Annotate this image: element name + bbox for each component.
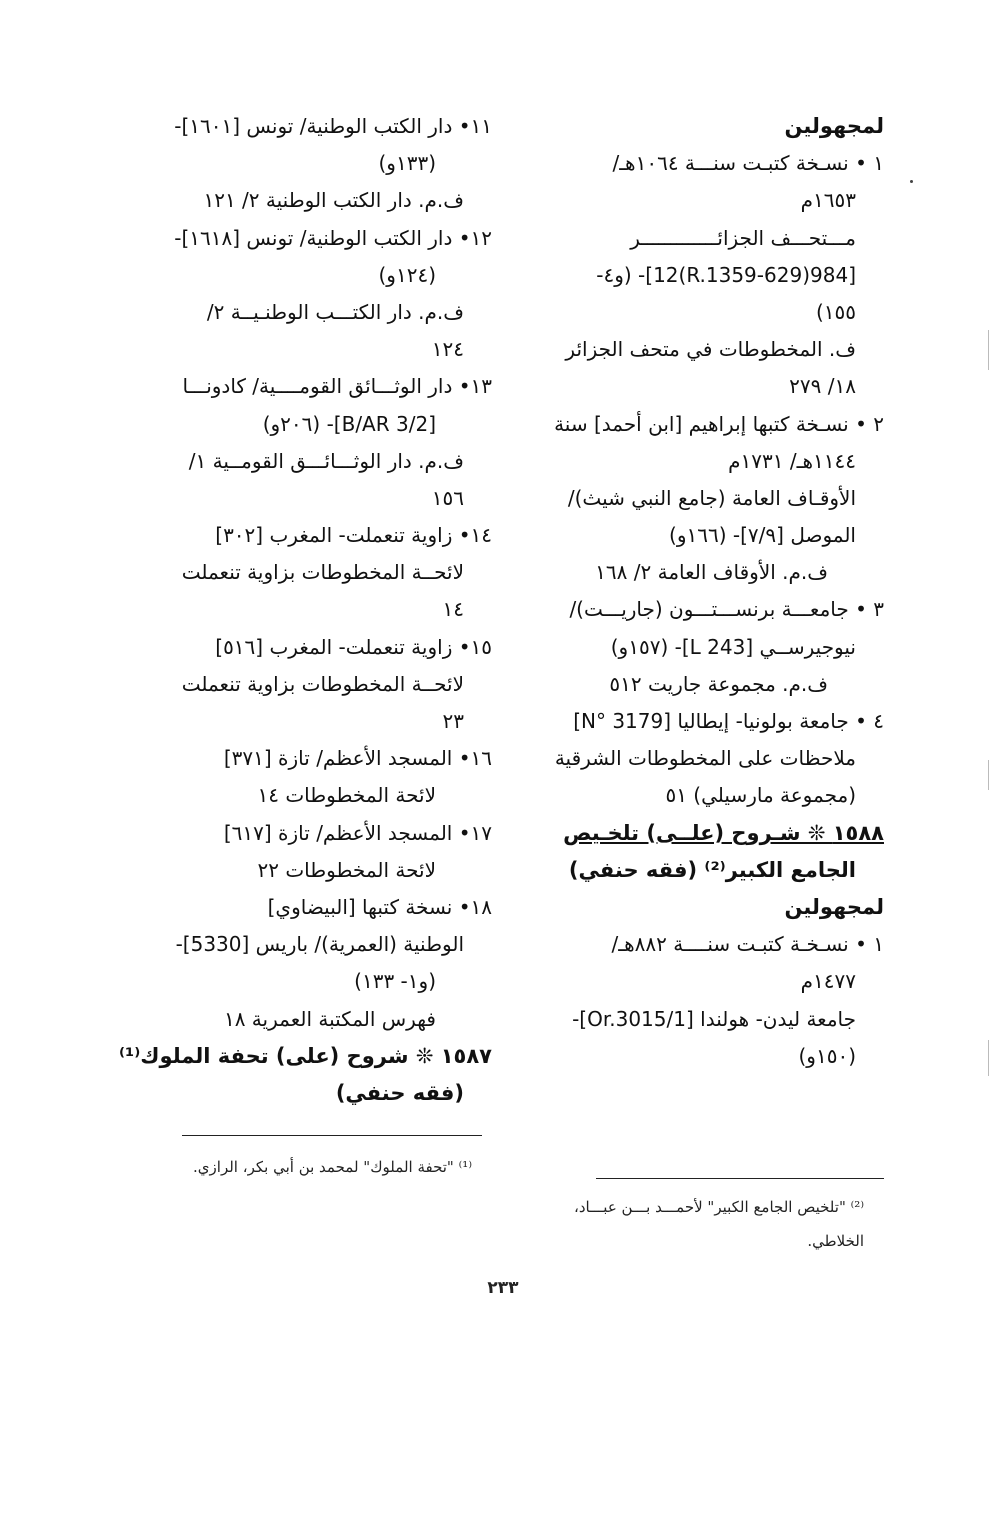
text-line: ١ • نسـخة كتبـت سنـــة ١٠٦٤هـ/ (612, 151, 884, 176)
text-line: ١١• دار الكتب الوطنية/ تونس [١٦٠١]- (174, 114, 492, 138)
text-line: ١٣• دار الوثـــائق القومــــية/ كادونـــا (182, 374, 492, 399)
text-line: ١٥٦ (431, 485, 464, 510)
text-line: [984(629-R.1359)12]- (و٤- (596, 262, 856, 287)
right-column (522, 108, 884, 1075)
footnote-line: الخلاطي. (807, 1232, 864, 1250)
text-line: ١١٤٤هـ/ ١٧٣١م (728, 448, 856, 473)
text-line: فهرس المكتبة العمرية ١٨ (223, 1006, 436, 1031)
text-line: الوطنية (العمرية)/ باريس [5330]- (175, 932, 464, 957)
text-line: ١٦• المسجد الأعظم/ تازة [٣٧١] (223, 746, 492, 771)
text-line: ف.م. مجموعة جاريت ٥١٢ (609, 671, 828, 696)
text-line: (١٣٣و) (378, 151, 436, 176)
left-column (118, 108, 492, 1112)
footnote-right (544, 1190, 864, 1258)
text-line: ملاحظات على المخطوطات الشرقية (554, 746, 856, 771)
text-line: ١ • نسـخـة كتبـت سنــــة ٨٨٢هـ/ (611, 932, 884, 957)
text-line: الأوقـاف العامة (جامع النبي شيث)/ (567, 485, 856, 510)
text-line: ١٥• زاوية تنعملت- المغرب [٥١٦] (215, 634, 492, 659)
text-line: ف.م. دار الكتب الوطنية ٢/ ١٢١ (203, 188, 464, 213)
section-heading: لمجهولين (784, 894, 884, 919)
text-line: لائحة المخطوطات ١٤ (257, 783, 436, 808)
scan-edge-mark (988, 330, 989, 370)
text-line: ١٤• زاوية تنعملت- المغرب [٣٠٢] (215, 523, 492, 548)
text-line: ٢ • نسـخة كتبها إبراهيم [ابن أحمد] سنة (554, 411, 884, 436)
section-heading: لمجهولين (784, 114, 884, 138)
text-line: (١٥٠و) (798, 1043, 856, 1068)
text-line: ١٦٥٣م (800, 188, 856, 213)
text-line: الموصل [٧/٩]- (١٦٦و) (669, 523, 856, 548)
section-heading: الجامع الكبير⁽²⁾ (فقه حنفي) (568, 857, 856, 882)
text-line: ١٨/ ٢٧٩ (789, 374, 856, 399)
text-line: لائحة المخطوطات ٢٢ (257, 857, 436, 882)
text-line: ١٨• نسخة كتبها [البيضاوي] (267, 894, 492, 919)
text-line: ف.م. دار الوثـــائـــق القومــية ١/ (188, 448, 464, 473)
footnote-left (142, 1150, 472, 1184)
section-heading: (فقه حنفي) (335, 1080, 464, 1105)
text-line: ٢٣ (442, 709, 464, 733)
scan-edge-mark (988, 760, 989, 790)
text-line: جامعة ليدن- هولندا [Or.3015/1]- (572, 1006, 856, 1031)
text-line: ١٤٧٧م (800, 969, 856, 994)
footnote-line: ⁽²⁾ "تلخيص الجامع الكبير" لأحمـــد بـــن عبـــاد، (574, 1198, 864, 1216)
text-line: (١٢٤و) (378, 262, 436, 287)
footnote-line: ⁽¹⁾ "تحفة الملوك" لمحمد بن أبي بكر، الرازي. (193, 1158, 472, 1176)
text-line: (مجموعة مارسيلي) ٥١ (665, 783, 856, 808)
text-line: مـــتحـــف الجزائـــــــــــــر (630, 225, 856, 250)
text-line: ١٧• المسجد الأعظم/ تازة [٦١٧] (223, 820, 492, 845)
text-line: ١٢• دار الكتب الوطنية/ تونس [١٦١٨]- (174, 225, 492, 250)
text-line: ١٤ (442, 597, 464, 622)
page-number: ٢٣٣ (487, 1278, 519, 1298)
footnote-rule-right (596, 1178, 884, 1179)
text-line: ١٢٤ (431, 337, 464, 362)
scan-edge-mark (988, 1040, 989, 1076)
scan-speck (910, 180, 913, 183)
text-line: ٤ • جامعة بولونيا- إيطاليا [N° 3179] (573, 709, 884, 733)
text-line: لائحــة المخطوطات بزاوية تنعملت (181, 560, 464, 585)
text-line: (و١- ١٣٣) (354, 969, 436, 994)
text-line: ف. المخطوطات في متحف الجزائر (565, 337, 856, 362)
text-line: ٣ • جامعـــة برنســـتـــون (جاريـــت)/ (569, 597, 884, 622)
text-line: [B/AR 3/2]- (٢٠٦و) (262, 411, 436, 436)
text-line: ١٥٥) (815, 299, 856, 324)
text-line: ف.م. دار الكتـــب الوطنـيــة ٢/ (206, 299, 464, 324)
text-line: ف.م. الأوقاف العامة ٢/ ١٦٨ (595, 560, 828, 585)
text-line: لائحــة المخطوطات بزاوية تنعملت (181, 671, 464, 696)
text-line: نيوجيرســي [L 243]- (١٥٧و) (610, 634, 856, 659)
section-heading: ١٥٨٧ ❊ شروح (على) تحفة الملوك⁽¹⁾ (118, 1043, 492, 1068)
section-heading: ١٥٨٨ ❊ شـروح (علــى) تلخـيص (563, 820, 884, 845)
footnote-rule-left (182, 1135, 482, 1136)
